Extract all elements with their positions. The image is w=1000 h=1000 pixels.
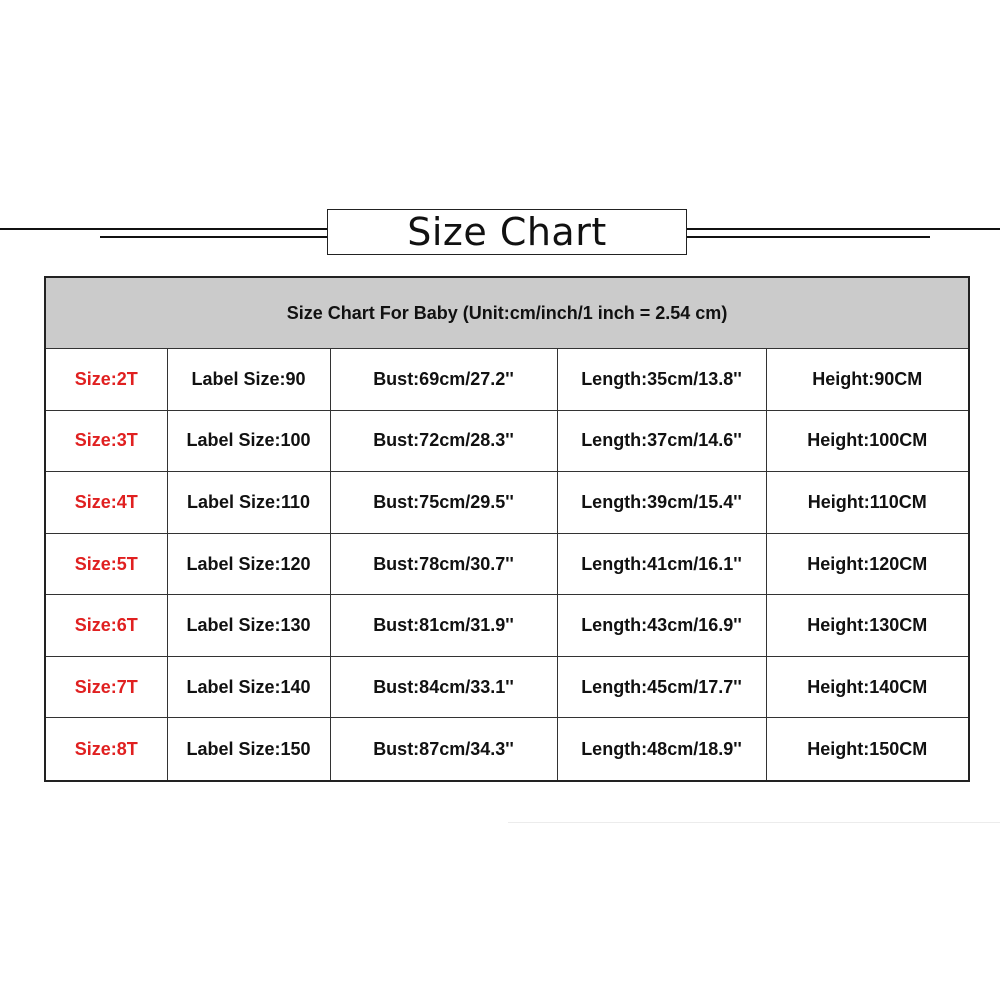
size-cell: Size:3T <box>45 410 167 472</box>
height-cell: Height:100CM <box>766 410 969 472</box>
label-size-cell: Label Size:130 <box>167 595 330 657</box>
bust-cell: Bust:81cm/31.9'' <box>330 595 557 657</box>
bust-cell: Bust:87cm/34.3'' <box>330 718 557 781</box>
label-size-cell: Label Size:110 <box>167 472 330 534</box>
table-header-row <box>45 277 969 349</box>
table-row <box>45 472 969 534</box>
bust-cell: Bust:84cm/33.1'' <box>330 656 557 718</box>
label-size-cell: Label Size:90 <box>167 349 330 411</box>
table-row <box>45 349 969 411</box>
table-row <box>45 410 969 472</box>
height-cell: Height:150CM <box>766 718 969 781</box>
bust-cell: Bust:69cm/27.2'' <box>330 349 557 411</box>
size-chart-table <box>44 276 970 782</box>
size-cell: Size:4T <box>45 472 167 534</box>
height-cell: Height:110CM <box>766 472 969 534</box>
length-cell: Length:41cm/16.1'' <box>557 533 766 595</box>
height-cell: Height:90CM <box>766 349 969 411</box>
bust-cell: Bust:78cm/30.7'' <box>330 533 557 595</box>
table-row <box>45 718 969 781</box>
table-row <box>45 533 969 595</box>
scan-shadow-line <box>508 822 1000 823</box>
length-cell: Length:45cm/17.7'' <box>557 656 766 718</box>
title-rule-right-bottom <box>687 236 930 238</box>
label-size-cell: Label Size:140 <box>167 656 330 718</box>
page-title: Size Chart <box>407 210 607 254</box>
table-header: Size Chart For Baby (Unit:cm/inch/1 inch = 2.54 cm) <box>45 277 969 349</box>
size-cell: Size:6T <box>45 595 167 657</box>
size-cell: Size:5T <box>45 533 167 595</box>
length-cell: Length:39cm/15.4'' <box>557 472 766 534</box>
size-cell: Size:8T <box>45 718 167 781</box>
height-cell: Height:120CM <box>766 533 969 595</box>
length-cell: Length:35cm/13.8'' <box>557 349 766 411</box>
height-cell: Height:130CM <box>766 595 969 657</box>
height-cell: Height:140CM <box>766 656 969 718</box>
title-rule-left-top <box>0 228 327 230</box>
label-size-cell: Label Size:100 <box>167 410 330 472</box>
title-rule-left-bottom <box>100 236 327 238</box>
page-title-box <box>327 209 687 255</box>
label-size-cell: Label Size:120 <box>167 533 330 595</box>
length-cell: Length:43cm/16.9'' <box>557 595 766 657</box>
title-rule-right-top <box>687 228 1000 230</box>
size-cell: Size:2T <box>45 349 167 411</box>
label-size-cell: Label Size:150 <box>167 718 330 781</box>
length-cell: Length:48cm/18.9'' <box>557 718 766 781</box>
size-cell: Size:7T <box>45 656 167 718</box>
length-cell: Length:37cm/14.6'' <box>557 410 766 472</box>
table-row <box>45 595 969 657</box>
table-row <box>45 656 969 718</box>
bust-cell: Bust:75cm/29.5'' <box>330 472 557 534</box>
bust-cell: Bust:72cm/28.3'' <box>330 410 557 472</box>
